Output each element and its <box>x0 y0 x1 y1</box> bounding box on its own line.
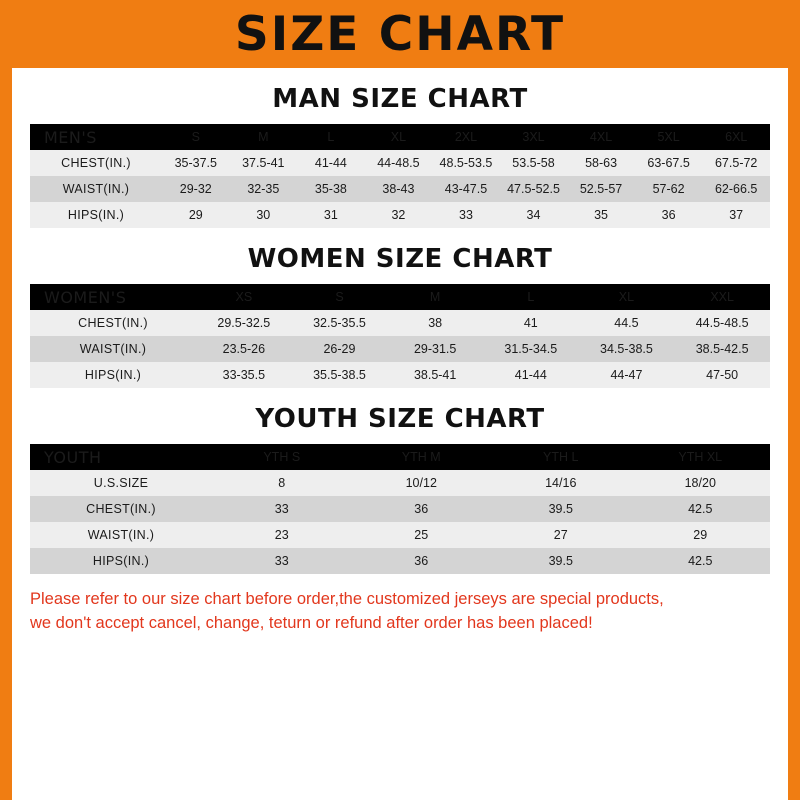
women-col-l: L <box>483 284 579 310</box>
women-chest-xl: 44.5 <box>579 310 675 336</box>
youth-row-label-ussize: U.S.SIZE <box>30 470 212 496</box>
women-table-header <box>30 284 770 310</box>
women-col-m: M <box>387 284 483 310</box>
table-row <box>30 150 770 176</box>
women-chest-m: 38 <box>387 310 483 336</box>
men-waist-5xl: 57-62 <box>635 176 703 202</box>
youth-ussize-s: 8 <box>212 470 352 496</box>
women-hips-s: 35.5-38.5 <box>292 362 388 388</box>
youth-chest-l: 39.5 <box>491 496 631 522</box>
women-chest-s: 32.5-35.5 <box>292 310 388 336</box>
men-row-label-chest: CHEST(IN.) <box>30 150 162 176</box>
youth-row-label-chest: CHEST(IN.) <box>30 496 212 522</box>
men-row-head: MEN'S <box>30 124 162 150</box>
men-waist-2xl: 43-47.5 <box>432 176 500 202</box>
footer-note-line-1: Please refer to our size chart before order,the customized jerseys are special products, <box>30 590 664 608</box>
youth-waist-xl: 29 <box>631 522 771 548</box>
youth-chest-s: 33 <box>212 496 352 522</box>
youth-chest-xl: 42.5 <box>631 496 771 522</box>
table-header-row <box>30 124 770 150</box>
men-chest-4xl: 58-63 <box>567 150 635 176</box>
men-hips-s: 29 <box>162 202 230 228</box>
men-col-s: S <box>162 124 230 150</box>
youth-col-l: YTH L <box>491 444 631 470</box>
table-header-row <box>30 284 770 310</box>
youth-ussize-m: 10/12 <box>352 470 492 496</box>
men-waist-4xl: 52.5-57 <box>567 176 635 202</box>
men-hips-3xl: 34 <box>500 202 568 228</box>
youth-size-table <box>30 444 770 574</box>
men-hips-m: 30 <box>230 202 298 228</box>
women-hips-m: 38.5-41 <box>387 362 483 388</box>
men-row-label-hips: HIPS(IN.) <box>30 202 162 228</box>
women-col-xl: XL <box>579 284 675 310</box>
table-row <box>30 176 770 202</box>
youth-hips-l: 39.5 <box>491 548 631 574</box>
men-size-table <box>30 124 770 228</box>
men-waist-3xl: 47.5-52.5 <box>500 176 568 202</box>
youth-ussize-xl: 18/20 <box>631 470 771 496</box>
women-waist-s: 26-29 <box>292 336 388 362</box>
youth-chest-m: 36 <box>352 496 492 522</box>
men-waist-6xl: 62-66.5 <box>702 176 770 202</box>
men-row-label-waist: WAIST(IN.) <box>30 176 162 202</box>
men-waist-xl: 38-43 <box>365 176 433 202</box>
women-chest-l: 41 <box>483 310 579 336</box>
youth-table-header <box>30 444 770 470</box>
men-chest-3xl: 53.5-58 <box>500 150 568 176</box>
table-row <box>30 336 770 362</box>
men-section-title: MAN SIZE CHART <box>272 84 528 114</box>
men-section <box>12 84 788 228</box>
page-banner <box>0 0 800 68</box>
men-hips-xl: 32 <box>365 202 433 228</box>
women-hips-xl: 44-47 <box>579 362 675 388</box>
table-row <box>30 496 770 522</box>
table-row <box>30 548 770 574</box>
youth-waist-s: 23 <box>212 522 352 548</box>
table-row <box>30 362 770 388</box>
youth-hips-m: 36 <box>352 548 492 574</box>
women-hips-l: 41-44 <box>483 362 579 388</box>
women-col-s: S <box>292 284 388 310</box>
men-col-2xl: 2XL <box>432 124 500 150</box>
youth-section-title: YOUTH SIZE CHART <box>255 404 545 434</box>
women-waist-xl: 34.5-38.5 <box>579 336 675 362</box>
men-hips-l: 31 <box>297 202 365 228</box>
footer-note-line-2: we don't accept cancel, change, teturn or refund after order has been placed! <box>30 613 593 632</box>
men-col-5xl: 5XL <box>635 124 703 150</box>
men-chest-l: 41-44 <box>297 150 365 176</box>
women-table-body <box>30 310 770 388</box>
table-header-row <box>30 444 770 470</box>
table-row <box>30 202 770 228</box>
women-section-title: WOMEN SIZE CHART <box>247 244 553 274</box>
table-row <box>30 522 770 548</box>
men-waist-l: 35-38 <box>297 176 365 202</box>
youth-col-s: YTH S <box>212 444 352 470</box>
youth-col-xl: YTH XL <box>631 444 771 470</box>
women-hips-xxl: 47-50 <box>674 362 770 388</box>
page-title: SIZE CHART <box>234 6 566 62</box>
men-table-header <box>30 124 770 150</box>
youth-section <box>12 404 788 574</box>
men-col-m: M <box>230 124 298 150</box>
men-chest-6xl: 67.5-72 <box>702 150 770 176</box>
youth-hips-xl: 42.5 <box>631 548 771 574</box>
women-row-head: WOMEN'S <box>30 284 196 310</box>
men-chest-m: 37.5-41 <box>230 150 298 176</box>
youth-hips-s: 33 <box>212 548 352 574</box>
men-col-xl: XL <box>365 124 433 150</box>
men-hips-2xl: 33 <box>432 202 500 228</box>
youth-ussize-l: 14/16 <box>491 470 631 496</box>
women-size-table <box>30 284 770 388</box>
women-row-label-hips: HIPS(IN.) <box>30 362 196 388</box>
men-col-4xl: 4XL <box>567 124 635 150</box>
men-hips-6xl: 37 <box>702 202 770 228</box>
men-chest-s: 35-37.5 <box>162 150 230 176</box>
youth-table-body <box>30 470 770 574</box>
youth-col-m: YTH M <box>352 444 492 470</box>
youth-row-label-hips: HIPS(IN.) <box>30 548 212 574</box>
men-waist-s: 29-32 <box>162 176 230 202</box>
table-row <box>30 310 770 336</box>
youth-row-head: YOUTH <box>30 444 212 470</box>
women-row-label-waist: WAIST(IN.) <box>30 336 196 362</box>
youth-waist-m: 25 <box>352 522 492 548</box>
women-hips-xs: 33-35.5 <box>196 362 292 388</box>
women-col-xxl: XXL <box>674 284 770 310</box>
men-chest-2xl: 48.5-53.5 <box>432 150 500 176</box>
men-table-body <box>30 150 770 228</box>
footer-note <box>30 588 770 636</box>
men-col-l: L <box>297 124 365 150</box>
youth-row-label-waist: WAIST(IN.) <box>30 522 212 548</box>
table-row <box>30 470 770 496</box>
men-waist-m: 32-35 <box>230 176 298 202</box>
men-col-6xl: 6XL <box>702 124 770 150</box>
women-waist-xxl: 38.5-42.5 <box>674 336 770 362</box>
men-hips-5xl: 36 <box>635 202 703 228</box>
men-chest-xl: 44-48.5 <box>365 150 433 176</box>
women-waist-xs: 23.5-26 <box>196 336 292 362</box>
men-hips-4xl: 35 <box>567 202 635 228</box>
men-col-3xl: 3XL <box>500 124 568 150</box>
women-waist-m: 29-31.5 <box>387 336 483 362</box>
women-section <box>12 244 788 388</box>
women-row-label-chest: CHEST(IN.) <box>30 310 196 336</box>
women-waist-l: 31.5-34.5 <box>483 336 579 362</box>
youth-waist-l: 27 <box>491 522 631 548</box>
women-col-xs: XS <box>196 284 292 310</box>
men-chest-5xl: 63-67.5 <box>635 150 703 176</box>
women-chest-xs: 29.5-32.5 <box>196 310 292 336</box>
women-chest-xxl: 44.5-48.5 <box>674 310 770 336</box>
